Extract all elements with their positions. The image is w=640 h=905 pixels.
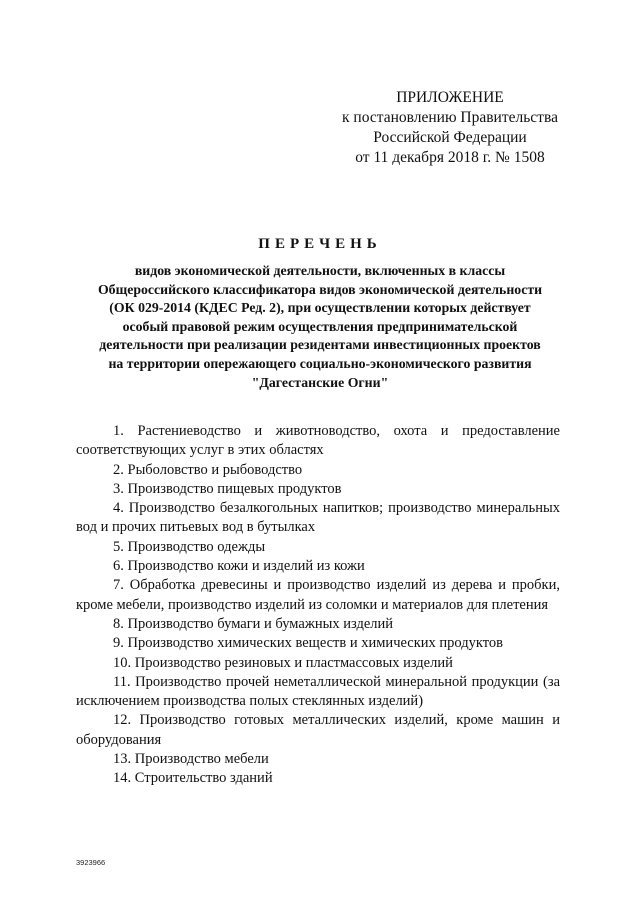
subtitle-line: видов экономической деятельности, включенных в классы: [134, 263, 506, 278]
appendix-label: ПРИЛОЖЕНИЕ: [396, 89, 504, 106]
appendix-authority-line: Российской Федерации: [373, 129, 527, 146]
list-item: 13. Производство мебели: [113, 751, 269, 768]
list-item: 5. Производство одежды: [113, 538, 266, 555]
subtitle-line: деятельности при реализации резидентами инвестиционных проектов: [99, 337, 541, 353]
list-item: 12. Производство готовых металлических изделий, кроме машин и оборудования: [76, 712, 560, 748]
document-subtitle: [70, 262, 570, 392]
list-item: 9. Производство химических веществ и химических продуктов: [113, 635, 503, 652]
appendix-header: [330, 88, 570, 168]
list-item: 4. Производство безалкогольных напитков; производство минеральных вод и прочих питьевых вод в бутылках: [76, 500, 560, 536]
list-item: 1. Растениеводство и животноводство, охота и предоставление соответствующих услуг в этих областях: [76, 423, 560, 459]
list-item: 3. Производство пищевых продуктов: [113, 480, 342, 497]
list-item: 14. Строительство зданий: [113, 770, 273, 787]
document-code: 3923966: [76, 858, 106, 867]
subtitle-line: особый правовой режим осуществления предпринимательской: [122, 318, 518, 334]
appendix-decree-line: к постановлению Правительства: [342, 109, 558, 126]
document-title: ПЕРЕЧЕНЬ: [258, 236, 382, 252]
list-item: 8. Производство бумаги и бумажных изделий: [113, 615, 394, 632]
list-item: 11. Производство прочей неметаллической минеральной продукции (за исключением производства полых стеклянных изделий): [76, 673, 560, 710]
appendix-date-number: от 11 декабря 2018 г. № 1508: [355, 149, 545, 166]
subtitle-line: на территории опережающего социально-экономического развития: [108, 355, 532, 371]
activity-list: [76, 422, 560, 789]
list-item: 7. Обработка древесины и производство изделий из дерева и пробки, кроме мебели, производство изделий из соломки и материалов для плетения: [76, 577, 560, 613]
list-item: 2. Рыболовство и рыбоводство: [113, 461, 303, 478]
list-item: 10. Производство резиновых и пластмассовых изделий: [113, 654, 453, 671]
subtitle-line: Общероссийского классификатора видов экономической деятельности: [97, 281, 543, 297]
subtitle-line: "Дагестанские Огни": [251, 374, 389, 390]
subtitle-line: (ОК 029-2014 (КДЕС Ред. 2), при осуществлении которых действует: [109, 300, 531, 316]
list-item: 6. Производство кожи и изделий из кожи: [113, 558, 365, 575]
